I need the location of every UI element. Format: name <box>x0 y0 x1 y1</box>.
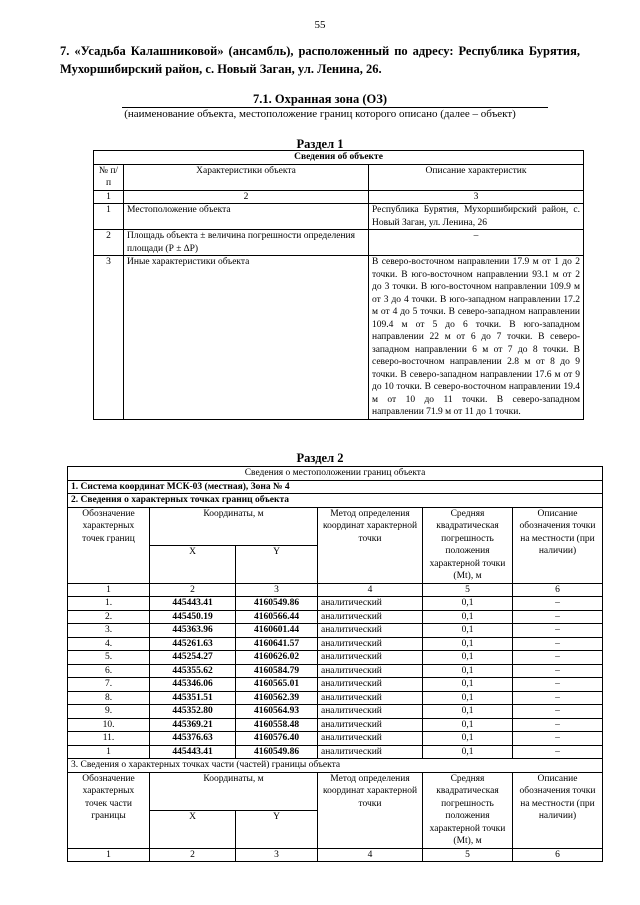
table-row <box>68 678 603 692</box>
y-coordinate: 4160641.57 <box>236 637 318 651</box>
description-cell: – <box>513 745 603 759</box>
designation-header: Обозначение характерных точек границ <box>68 507 150 583</box>
x-coordinate: 445346.06 <box>150 678 236 692</box>
method-cell: аналитический <box>318 597 423 611</box>
method-cell: аналитический <box>318 732 423 746</box>
description-cell: – <box>513 664 603 678</box>
column-number: 3 <box>236 583 318 597</box>
header-cell: Описание характеристик <box>369 164 584 190</box>
description-cell: – <box>513 718 603 732</box>
y-coordinate: 4160564.93 <box>236 705 318 719</box>
coords-header: Координаты, м <box>150 772 318 810</box>
x-coordinate: 445443.41 <box>150 597 236 611</box>
coords-header: Координаты, м <box>150 507 318 545</box>
table-row <box>68 718 603 732</box>
description-cell: – <box>513 705 603 719</box>
object-info-table <box>93 150 584 420</box>
accuracy-cell: 0,1 <box>423 678 513 692</box>
characteristic-description: – <box>369 230 584 256</box>
table-row <box>68 664 603 678</box>
characteristic-description: В северо-восточном направлении 17.9 м от 1 до 2 точки. В юго-восточном направлении 93.1 м от 2 до 3 точки. В юго-восточном направлении 109.9 м от 3 до 4 точки. В юго-западном направлении 17.2 м от 4 до 5 точки. В северо-западном направлении 109.4 м от 5 до 6 точки. В юго-западном направлении 22 м от 6 до 7 точки. В северо-западном направлении 6 м от 7 до 8 точки. В северо-восточном направлении 2.8 м от 8 до 9 точки. В северо-западном направлении 17.6 м от 9 до 10 точки. В северо-восточном направлении 19.4 м от 10 до 11 точки. В северо-западном направлении 71.9 м от 11 до 1 точки. <box>369 256 584 420</box>
point-id: 9. <box>68 705 150 719</box>
table-row <box>68 637 603 651</box>
x-coordinate: 445351.51 <box>150 691 236 705</box>
y-coordinate: 4160562.39 <box>236 691 318 705</box>
method-header: Метод определения координат характерной точки <box>318 772 423 848</box>
x-coordinate: 445363.96 <box>150 624 236 638</box>
point-id: 1. <box>68 597 150 611</box>
subtitle-note: (наименование объекта, местоположение границ которого описано (далее – объект) <box>124 108 516 120</box>
description-cell: – <box>513 597 603 611</box>
table-row <box>68 691 603 705</box>
x-header: X <box>150 545 236 583</box>
column-number: 2 <box>150 848 236 862</box>
point-id: 3. <box>68 624 150 638</box>
points-subheading: 2. Сведения о характерных точках границ объекта <box>68 494 603 508</box>
y-coordinate: 4160601.44 <box>236 624 318 638</box>
method-cell: аналитический <box>318 678 423 692</box>
point-id: 5. <box>68 651 150 665</box>
zone-subtitle: 7.1. Охранная зона (ОЗ) <box>252 92 387 106</box>
section1-title: Раздел 1 <box>296 137 344 151</box>
method-cell: аналитический <box>318 624 423 638</box>
accuracy-cell: 0,1 <box>423 732 513 746</box>
object-heading: 7. «Усадьба Калашниковой» (ансамбль), расположенный по адресу: Республика Бурятия, Мухоршибирский район, с. Новый Заган, ул. Ленина, 26. <box>60 44 580 76</box>
method-cell: аналитический <box>318 745 423 759</box>
accuracy-header: Средняя квадратическая погрешность положения характерной точки (Mt), м <box>423 507 513 583</box>
accuracy-cell: 0,1 <box>423 597 513 611</box>
column-number: 4 <box>318 583 423 597</box>
table-title: Сведения о местоположении границ объекта <box>68 467 603 481</box>
x-coordinate: 445352.80 <box>150 705 236 719</box>
parts-subheading: 3. Сведения о характерных точках части (частей) границы объекта <box>68 759 603 773</box>
description-cell: – <box>513 678 603 692</box>
table-row <box>68 745 603 759</box>
column-number: 3 <box>369 190 584 204</box>
point-id: 6. <box>68 664 150 678</box>
x-header: X <box>150 810 236 848</box>
table-row <box>68 651 603 665</box>
x-coordinate: 445254.27 <box>150 651 236 665</box>
coordinate-system: 1. Система координат МСК-03 (местная), Зона № 4 <box>68 480 603 494</box>
x-coordinate: 445261.63 <box>150 637 236 651</box>
table-row <box>68 610 603 624</box>
table-row <box>68 705 603 719</box>
column-number: 2 <box>150 583 236 597</box>
y-coordinate: 4160549.86 <box>236 745 318 759</box>
designation-header: Обозначение характерных точек части границы <box>68 772 150 848</box>
boundary-points-table <box>67 466 603 862</box>
method-header: Метод определения координат характерной точки <box>318 507 423 583</box>
section2-title: Раздел 2 <box>296 451 344 465</box>
row-number: 3 <box>94 256 124 420</box>
point-id: 11. <box>68 732 150 746</box>
column-number: 6 <box>513 583 603 597</box>
y-coordinate: 4160566.44 <box>236 610 318 624</box>
description-header: Описание обозначения точки на местности (при наличии) <box>513 507 603 583</box>
accuracy-cell: 0,1 <box>423 691 513 705</box>
characteristic-name: Площадь объекта ± величина погрешности определения площади (Р ± ∆Р) <box>124 230 369 256</box>
header-cell: № п/п <box>94 164 124 190</box>
accuracy-header: Средняя квадратическая погрешность положения характерной точки (Mt), м <box>423 772 513 848</box>
description-cell: – <box>513 610 603 624</box>
point-id: 2. <box>68 610 150 624</box>
point-id: 10. <box>68 718 150 732</box>
column-number: 1 <box>94 190 124 204</box>
y-coordinate: 4160626.02 <box>236 651 318 665</box>
column-number: 2 <box>124 190 369 204</box>
row-number: 2 <box>94 230 124 256</box>
method-cell: аналитический <box>318 718 423 732</box>
accuracy-cell: 0,1 <box>423 624 513 638</box>
point-id: 8. <box>68 691 150 705</box>
table-row <box>68 732 603 746</box>
y-coordinate: 4160576.40 <box>236 732 318 746</box>
table-row <box>68 624 603 638</box>
accuracy-cell: 0,1 <box>423 664 513 678</box>
characteristic-name: Местоположение объекта <box>124 204 369 230</box>
point-id: 4. <box>68 637 150 651</box>
description-cell: – <box>513 624 603 638</box>
accuracy-cell: 0,1 <box>423 718 513 732</box>
y-coordinate: 4160558.48 <box>236 718 318 732</box>
table-title: Сведения об объекте <box>94 151 584 165</box>
point-id: 1 <box>68 745 150 759</box>
row-number: 1 <box>94 204 124 230</box>
table-row <box>94 204 584 230</box>
description-cell: – <box>513 637 603 651</box>
column-number: 1 <box>68 583 150 597</box>
description-header: Описание обозначения точки на местности (при наличии) <box>513 772 603 848</box>
column-number: 1 <box>68 848 150 862</box>
header-cell: Характеристики объекта <box>124 164 369 190</box>
method-cell: аналитический <box>318 651 423 665</box>
description-cell: – <box>513 651 603 665</box>
table-row <box>94 256 584 420</box>
x-coordinate: 445369.21 <box>150 718 236 732</box>
characteristic-description: Республика Бурятия, Мухоршибирский район, с. Новый Заган, ул. Ленина, 26 <box>369 204 584 230</box>
description-cell: – <box>513 691 603 705</box>
method-cell: аналитический <box>318 705 423 719</box>
accuracy-cell: 0,1 <box>423 745 513 759</box>
column-number: 6 <box>513 848 603 862</box>
accuracy-cell: 0,1 <box>423 610 513 624</box>
x-coordinate: 445355.62 <box>150 664 236 678</box>
y-coordinate: 4160565.01 <box>236 678 318 692</box>
x-coordinate: 445443.41 <box>150 745 236 759</box>
column-number: 5 <box>423 848 513 862</box>
y-header: Y <box>236 545 318 583</box>
description-cell: – <box>513 732 603 746</box>
method-cell: аналитический <box>318 637 423 651</box>
method-cell: аналитический <box>318 691 423 705</box>
method-cell: аналитический <box>318 664 423 678</box>
table-row <box>68 597 603 611</box>
accuracy-cell: 0,1 <box>423 637 513 651</box>
x-coordinate: 445450.19 <box>150 610 236 624</box>
table-row <box>94 230 584 256</box>
method-cell: аналитический <box>318 610 423 624</box>
y-header: Y <box>236 810 318 848</box>
column-number: 3 <box>236 848 318 862</box>
y-coordinate: 4160549.86 <box>236 597 318 611</box>
page-number: 55 <box>314 19 326 31</box>
accuracy-cell: 0,1 <box>423 705 513 719</box>
accuracy-cell: 0,1 <box>423 651 513 665</box>
characteristic-name: Иные характеристики объекта <box>124 256 369 420</box>
column-number: 4 <box>318 848 423 862</box>
column-number: 5 <box>423 583 513 597</box>
x-coordinate: 445376.63 <box>150 732 236 746</box>
point-id: 7. <box>68 678 150 692</box>
y-coordinate: 4160584.79 <box>236 664 318 678</box>
